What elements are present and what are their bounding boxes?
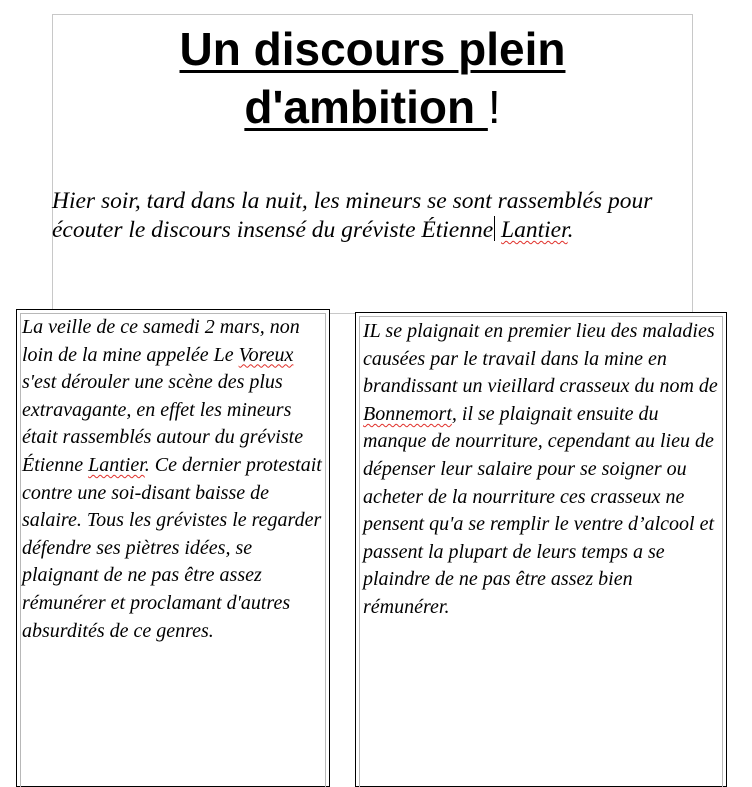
column-left-part-1: La veille de ce samedi 2 mars, non loin de la mine appelée Le: [22, 316, 300, 366]
text-cursor: [494, 216, 495, 241]
intro-text: Hier soir, tard dans la nuit, les mineurs se sont rassemblés pour écouter le discours insensé du gréviste Étienne: [52, 188, 653, 243]
spelling-flag-lantier-2: Lantier: [88, 453, 145, 476]
intro-end: .: [567, 217, 574, 243]
column-right-part-1: IL se plaignait en premier lieu des maladies causées par le travail dans la mine en brandissant un vieillard crasseux du nom de: [363, 320, 718, 398]
title-line-1: Un discours plein: [179, 23, 566, 75]
column-left-part-3: . Ce dernier protestait contre une soi-disant baisse de salaire. Tous les grévistes le regarder défendre ses piètres idées, se plaignant de ne pas être assez rémunérer et proclamant d'autres absurdités de ce genres.: [22, 453, 322, 642]
column-left-text[interactable]: [22, 314, 324, 645]
document-title[interactable]: [52, 20, 693, 136]
column-right-part-2: , il se plaignait ensuite du manque de nourriture, cependant au lieu de dépenser leur salaire pour se soigner ou acheter de la nourriture ces crasseux ne pensent qu'a se remplir le ventre d’alcool et passent la plupart de leurs temps a se plaindre de ne pas être assez bien rémunérer.: [363, 402, 715, 618]
title-exclamation: !: [487, 81, 501, 133]
column-right-text[interactable]: [363, 318, 721, 622]
intro-paragraph[interactable]: [52, 187, 682, 245]
spelling-flag-lantier: Lantier: [501, 217, 568, 243]
spelling-flag-voreux: Voreux: [238, 343, 294, 366]
column-left-part-2: s'est dérouler une scène des plus extravagante, en effet les mineurs était rassemblés autour du gréviste Étienne: [22, 371, 304, 476]
spelling-flag-bonnemort: Bonnemort: [363, 402, 452, 425]
title-line-2: d'ambition: [244, 81, 488, 133]
